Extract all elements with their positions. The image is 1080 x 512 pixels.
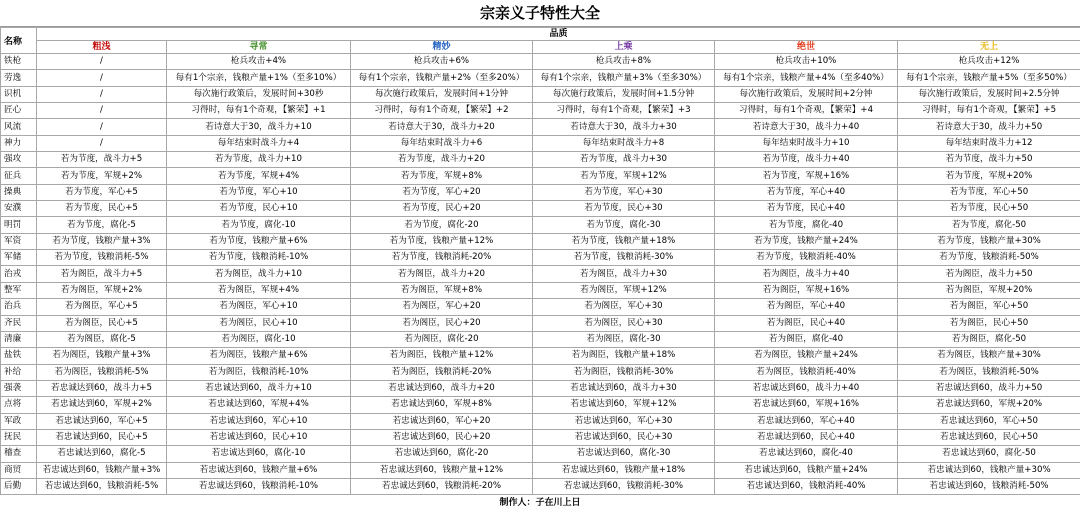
trait-name-cell: 清廉 [1, 331, 37, 347]
trait-effect-cell: / [37, 86, 167, 102]
trait-name-cell: 军政 [1, 413, 37, 429]
trait-effect-cell: 若诗意大于30，战斗力+10 [167, 119, 351, 135]
tier-header-0: 粗浅 [37, 41, 167, 54]
trait-effect-cell: 若为阁臣，军心+10 [167, 299, 351, 315]
table-header [1, 28, 1080, 54]
trait-effect-cell: 若为阁臣，战斗力+20 [351, 266, 533, 282]
table-row [1, 152, 1080, 168]
trait-effect-cell: 每年结束时战斗力+8 [533, 135, 715, 151]
trait-effect-cell: 每有1个宗亲，钱粮产量+1%（至多10%） [167, 70, 351, 86]
table-row [1, 315, 1080, 331]
trait-effect-cell: 若忠诚达到60，军心+30 [533, 413, 715, 429]
trait-effect-cell: 若忠诚达到60，民心+20 [351, 429, 533, 445]
trait-effect-cell: 若为节度，军规+12% [533, 168, 715, 184]
trait-effect-cell: 若为节度，钱粮消耗-5% [37, 250, 167, 266]
quality-column-header: 品质 [37, 28, 1080, 41]
trait-effect-cell: 若忠诚达到60，钱粮产量+6% [167, 462, 351, 478]
trait-effect-cell: 若为阁臣，军心+40 [715, 299, 898, 315]
trait-effect-cell: 若为阁臣，军心+5 [37, 299, 167, 315]
trait-effect-cell: 若忠诚达到60，钱粮消耗-40% [715, 478, 898, 494]
trait-effect-cell: 枪兵攻击+10% [715, 54, 898, 70]
trait-effect-cell: 若忠诚达到60，军心+5 [37, 413, 167, 429]
trait-effect-cell: 若为阁臣，钱粮消耗-20% [351, 364, 533, 380]
trait-effect-cell: 若忠诚达到60，民心+30 [533, 429, 715, 445]
trait-effect-cell: 每次施行政策后，发展时间+30秒 [167, 86, 351, 102]
trait-effect-cell: 若忠诚达到60，军规+16% [715, 397, 898, 413]
trait-effect-cell: 若为节度，钱粮消耗-50% [898, 250, 1080, 266]
trait-name-cell: 齐民 [1, 315, 37, 331]
trait-effect-cell: 若忠诚达到60，钱粮消耗-10% [167, 478, 351, 494]
trait-effect-cell: 若为节度，军规+4% [167, 168, 351, 184]
table-row [1, 462, 1080, 478]
trait-effect-cell: / [37, 119, 167, 135]
trait-effect-cell: 若为节度，军心+50 [898, 184, 1080, 200]
trait-effect-cell: 若忠诚达到60，军规+2% [37, 397, 167, 413]
trait-effect-cell: 若为节度，战斗力+50 [898, 152, 1080, 168]
trait-effect-cell: 若为节度，战斗力+20 [351, 152, 533, 168]
table-row [1, 86, 1080, 102]
trait-effect-cell: 若为节度，腐化-10 [167, 217, 351, 233]
trait-name-cell: 治戎 [1, 266, 37, 282]
page-title: 宗亲义子特性大全 [0, 0, 1080, 27]
table-row [1, 103, 1080, 119]
trait-effect-cell: 若忠诚达到60，腐化-10 [167, 446, 351, 462]
trait-name-cell: 操典 [1, 184, 37, 200]
table-row [1, 299, 1080, 315]
trait-effect-cell: 若忠诚达到60，钱粮产量+12% [351, 462, 533, 478]
trait-effect-cell: 枪兵攻击+8% [533, 54, 715, 70]
trait-effect-cell: 若忠诚达到60，钱粮消耗-50% [898, 478, 1080, 494]
trait-effect-cell: 若忠诚达到60，军规+8% [351, 397, 533, 413]
trait-effect-cell: 每有1个宗亲，钱粮产量+2%（至多20%） [351, 70, 533, 86]
trait-name-cell: 匠心 [1, 103, 37, 119]
trait-effect-cell: 若为阁臣，军心+30 [533, 299, 715, 315]
trait-name-cell: 劳逸 [1, 70, 37, 86]
trait-effect-cell: 若为阁臣，腐化-50 [898, 331, 1080, 347]
trait-effect-cell: 若为阁臣，民心+50 [898, 315, 1080, 331]
trait-effect-cell: 若为阁臣，钱粮产量+30% [898, 348, 1080, 364]
trait-effect-cell: 若为节度，战斗力+40 [715, 152, 898, 168]
table-row [1, 364, 1080, 380]
trait-effect-cell: 每次施行政策后，发展时间+1分钟 [351, 86, 533, 102]
trait-name-cell: 军储 [1, 250, 37, 266]
trait-effect-cell: 若忠诚达到60，腐化-50 [898, 446, 1080, 462]
table-row [1, 201, 1080, 217]
table-row [1, 429, 1080, 445]
trait-name-cell: 铁枪 [1, 54, 37, 70]
table-row [1, 135, 1080, 151]
table-row [1, 217, 1080, 233]
table-row [1, 119, 1080, 135]
trait-effect-cell: 每年结束时战斗力+12 [898, 135, 1080, 151]
trait-name-cell: 整军 [1, 282, 37, 298]
trait-effect-cell: / [37, 103, 167, 119]
trait-effect-cell: 若为阁臣，腐化-40 [715, 331, 898, 347]
trait-effect-cell: 若诗意大于30，战斗力+20 [351, 119, 533, 135]
trait-effect-cell: 若为节度，战斗力+5 [37, 152, 167, 168]
trait-effect-cell: 若为节度，战斗力+30 [533, 152, 715, 168]
trait-effect-cell: 若诗意大于30，战斗力+40 [715, 119, 898, 135]
trait-effect-cell: 若忠诚达到60，军规+4% [167, 397, 351, 413]
trait-effect-cell: 若忠诚达到60，战斗力+50 [898, 380, 1080, 396]
trait-effect-cell: 若为阁臣，钱粮消耗-30% [533, 364, 715, 380]
trait-effect-cell: 若为节度，腐化-40 [715, 217, 898, 233]
trait-effect-cell: 若忠诚达到60，腐化-30 [533, 446, 715, 462]
trait-name-cell: 神力 [1, 135, 37, 151]
trait-effect-cell: 若为节度，钱粮产量+6% [167, 233, 351, 249]
trait-effect-cell: 若忠诚达到60，腐化-5 [37, 446, 167, 462]
trait-name-cell: 强袭 [1, 380, 37, 396]
trait-effect-cell: 若忠诚达到60，民心+50 [898, 429, 1080, 445]
trait-effect-cell: 若为阁臣，钱粮产量+24% [715, 348, 898, 364]
trait-effect-cell: 若为阁臣，钱粮消耗-5% [37, 364, 167, 380]
table-row [1, 348, 1080, 364]
trait-effect-cell: 若忠诚达到60，钱粮消耗-20% [351, 478, 533, 494]
trait-name-cell: 点将 [1, 397, 37, 413]
table-row [1, 168, 1080, 184]
trait-effect-cell: 若为节度，军心+40 [715, 184, 898, 200]
trait-effect-cell: 若为节度，军心+10 [167, 184, 351, 200]
trait-effect-cell: 若为节度，军规+20% [898, 168, 1080, 184]
trait-effect-cell: 若忠诚达到60，战斗力+20 [351, 380, 533, 396]
trait-effect-cell: 若为阁臣，民心+40 [715, 315, 898, 331]
trait-effect-cell: 若为阁臣，军规+16% [715, 282, 898, 298]
trait-effect-cell: 若为阁臣，战斗力+40 [715, 266, 898, 282]
trait-effect-cell: 若为节度，民心+5 [37, 201, 167, 217]
trait-effect-cell: 若为节度，腐化-30 [533, 217, 715, 233]
trait-effect-cell: 若为阁臣，战斗力+30 [533, 266, 715, 282]
trait-effect-cell: 若为节度，钱粮产量+3% [37, 233, 167, 249]
trait-effect-cell: 若忠诚达到60，战斗力+30 [533, 380, 715, 396]
trait-effect-cell: 若为阁臣，军规+8% [351, 282, 533, 298]
table-row [1, 54, 1080, 70]
trait-effect-cell: 若为阁臣，军规+12% [533, 282, 715, 298]
trait-name-cell: 盐铁 [1, 348, 37, 364]
trait-effect-cell: 若为节度，战斗力+10 [167, 152, 351, 168]
trait-effect-cell: 每年结束时战斗力+4 [167, 135, 351, 151]
trait-effect-cell: 枪兵攻击+12% [898, 54, 1080, 70]
trait-name-cell: 治兵 [1, 299, 37, 315]
table-row [1, 250, 1080, 266]
trait-effect-cell: 若为阁臣，军规+4% [167, 282, 351, 298]
trait-effect-cell: 若为阁臣，战斗力+50 [898, 266, 1080, 282]
trait-effect-cell: 若为节度，民心+30 [533, 201, 715, 217]
trait-effect-cell: 若忠诚达到60，钱粮消耗-30% [533, 478, 715, 494]
trait-effect-cell: 每有1个宗亲，钱粮产量+4%（至多40%） [715, 70, 898, 86]
trait-effect-cell: 若忠诚达到60，民心+40 [715, 429, 898, 445]
trait-effect-cell: 若为阁臣，腐化-30 [533, 331, 715, 347]
trait-name-cell: 后勤 [1, 478, 37, 494]
trait-effect-cell: 若为节度，军规+16% [715, 168, 898, 184]
trait-effect-cell: 若为节度，民心+40 [715, 201, 898, 217]
trait-effect-cell: 若为阁臣，钱粮消耗-10% [167, 364, 351, 380]
trait-name-cell: 识机 [1, 86, 37, 102]
table-row [1, 184, 1080, 200]
trait-effect-cell: 若为节度，钱粮消耗-20% [351, 250, 533, 266]
trait-name-cell: 稽查 [1, 446, 37, 462]
tier-header-3: 上乘 [533, 41, 715, 54]
trait-effect-cell: 若为节度，钱粮产量+18% [533, 233, 715, 249]
trait-effect-cell: 若为阁臣，钱粮产量+18% [533, 348, 715, 364]
trait-effect-cell: 每年结束时战斗力+6 [351, 135, 533, 151]
trait-effect-cell: 每年结束时战斗力+10 [715, 135, 898, 151]
trait-effect-cell: 枪兵攻击+4% [167, 54, 351, 70]
trait-effect-cell: 若为节度，钱粮消耗-30% [533, 250, 715, 266]
trait-effect-cell: 每次施行政策后，发展时间+2.5分钟 [898, 86, 1080, 102]
trait-effect-cell: 若为阁臣，战斗力+10 [167, 266, 351, 282]
trait-effect-cell: 若忠诚达到60，腐化-20 [351, 446, 533, 462]
trait-effect-cell: 若为阁臣，民心+20 [351, 315, 533, 331]
trait-effect-cell: 若为阁臣，钱粮产量+6% [167, 348, 351, 364]
trait-effect-cell: 若忠诚达到60，军心+10 [167, 413, 351, 429]
trait-effect-cell: 若忠诚达到60，钱粮消耗-5% [37, 478, 167, 494]
trait-effect-cell: 若为节度，腐化-20 [351, 217, 533, 233]
trait-name-cell: 商贸 [1, 462, 37, 478]
trait-effect-cell: 若为节度，钱粮消耗-40% [715, 250, 898, 266]
table-row [1, 478, 1080, 494]
trait-effect-cell: 若忠诚达到60，钱粮产量+3% [37, 462, 167, 478]
trait-name-cell: 风流 [1, 119, 37, 135]
trait-effect-cell: 若忠诚达到60，民心+5 [37, 429, 167, 445]
trait-effect-cell: / [37, 135, 167, 151]
trait-effect-cell: / [37, 54, 167, 70]
trait-effect-cell: 若诗意大于30，战斗力+30 [533, 119, 715, 135]
trait-effect-cell: 每有1个宗亲，钱粮产量+3%（至多30%） [533, 70, 715, 86]
trait-effect-cell: 枪兵攻击+6% [351, 54, 533, 70]
trait-effect-cell: 习得时，每有1个奇观，【繁荣】+2 [351, 103, 533, 119]
trait-effect-cell: 若忠诚达到60，战斗力+40 [715, 380, 898, 396]
trait-effect-cell: 若为节度，民心+10 [167, 201, 351, 217]
trait-name-cell: 强攻 [1, 152, 37, 168]
tier-header-5: 无上 [898, 41, 1080, 54]
trait-effect-cell: 习得时，每有1个奇观，【繁荣】+4 [715, 103, 898, 119]
trait-effect-cell: 若忠诚达到60，军心+50 [898, 413, 1080, 429]
table-row [1, 266, 1080, 282]
trait-effect-cell: 若为节度，军规+2% [37, 168, 167, 184]
tier-header-4: 绝世 [715, 41, 898, 54]
trait-effect-cell: 若为阁臣，战斗力+5 [37, 266, 167, 282]
trait-effect-cell: 若忠诚达到60，钱粮产量+30% [898, 462, 1080, 478]
trait-effect-cell: 若为阁臣，军规+2% [37, 282, 167, 298]
table-row [1, 446, 1080, 462]
trait-effect-cell: / [37, 70, 167, 86]
trait-effect-cell: 若为阁臣，腐化-10 [167, 331, 351, 347]
trait-effect-cell: 若为阁臣，军心+50 [898, 299, 1080, 315]
trait-effect-cell: 若为阁臣，钱粮消耗-50% [898, 364, 1080, 380]
trait-effect-cell: 若为阁臣，钱粮产量+3% [37, 348, 167, 364]
trait-effect-cell: 若为阁臣，民心+5 [37, 315, 167, 331]
trait-effect-cell: 若为节度，钱粮消耗-10% [167, 250, 351, 266]
trait-name-cell: 抚民 [1, 429, 37, 445]
trait-effect-cell: 若诗意大于30，战斗力+50 [898, 119, 1080, 135]
trait-effect-cell: 每次施行政策后，发展时间+1.5分钟 [533, 86, 715, 102]
table-row [1, 331, 1080, 347]
trait-effect-cell: 每有1个宗亲，钱粮产量+5%（至多50%） [898, 70, 1080, 86]
trait-effect-cell: 若忠诚达到60，腐化-40 [715, 446, 898, 462]
trait-effect-cell: 若为节度，钱粮产量+12% [351, 233, 533, 249]
trait-effect-cell: 若为阁臣，民心+10 [167, 315, 351, 331]
trait-name-cell: 补给 [1, 364, 37, 380]
trait-effect-cell: 若为阁臣，军规+20% [898, 282, 1080, 298]
table-row [1, 282, 1080, 298]
trait-effect-cell: 若忠诚达到60，军心+40 [715, 413, 898, 429]
trait-effect-cell: 若为阁臣，民心+30 [533, 315, 715, 331]
tier-header-row [1, 41, 1080, 54]
trait-name-cell: 明罚 [1, 217, 37, 233]
trait-effect-cell: 若为节度，军心+30 [533, 184, 715, 200]
trait-effect-cell: 若忠诚达到60，军规+20% [898, 397, 1080, 413]
trait-effect-cell: 若为节度，民心+50 [898, 201, 1080, 217]
trait-name-cell: 安濮 [1, 201, 37, 217]
trait-effect-cell: 若忠诚达到60，战斗力+5 [37, 380, 167, 396]
trait-effect-cell: 若为节度，军心+20 [351, 184, 533, 200]
tier-header-1: 寻常 [167, 41, 351, 54]
trait-effect-cell: 习得时，每有1个奇观，【繁荣】+1 [167, 103, 351, 119]
trait-effect-cell: 若为阁臣，腐化-5 [37, 331, 167, 347]
trait-effect-cell: 若忠诚达到60，钱粮产量+18% [533, 462, 715, 478]
trait-effect-cell: 若忠诚达到60，民心+10 [167, 429, 351, 445]
trait-name-cell: 军资 [1, 233, 37, 249]
traits-table [0, 27, 1080, 495]
tier-header-2: 精妙 [351, 41, 533, 54]
trait-effect-cell: 若为节度，钱粮产量+30% [898, 233, 1080, 249]
table-row [1, 380, 1080, 396]
trait-effect-cell: 若为节度，钱粮产量+24% [715, 233, 898, 249]
trait-effect-cell: 若为阁臣，腐化-20 [351, 331, 533, 347]
trait-effect-cell: 习得时，每有1个奇观，【繁荣】+3 [533, 103, 715, 119]
trait-effect-cell: 若为节度，军心+5 [37, 184, 167, 200]
trait-effect-cell: 若为阁臣，钱粮消耗-40% [715, 364, 898, 380]
trait-effect-cell: 若为阁臣，军心+20 [351, 299, 533, 315]
table-row [1, 413, 1080, 429]
table-row [1, 233, 1080, 249]
trait-effect-cell: 若忠诚达到60，军心+20 [351, 413, 533, 429]
trait-effect-cell: 习得时，每有1个奇观，【繁荣】+5 [898, 103, 1080, 119]
trait-name-cell: 征兵 [1, 168, 37, 184]
trait-effect-cell: 若忠诚达到60，战斗力+10 [167, 380, 351, 396]
name-column-header: 名称 [1, 28, 37, 54]
trait-effect-cell: 若为节度，军规+8% [351, 168, 533, 184]
trait-effect-cell: 若为阁臣，钱粮产量+12% [351, 348, 533, 364]
table-row [1, 397, 1080, 413]
table-body [1, 54, 1080, 495]
trait-effect-cell: 若忠诚达到60，钱粮产量+24% [715, 462, 898, 478]
footer-credit: 制作人：子在川上日 [499, 498, 581, 509]
trait-effect-cell: 若为节度，腐化-50 [898, 217, 1080, 233]
table-row [1, 70, 1080, 86]
trait-effect-cell: 若忠诚达到60，军规+12% [533, 397, 715, 413]
trait-effect-cell: 若为节度，腐化-5 [37, 217, 167, 233]
trait-effect-cell: 每次施行政策后，发展时间+2分钟 [715, 86, 898, 102]
trait-effect-cell: 若为节度，民心+20 [351, 201, 533, 217]
